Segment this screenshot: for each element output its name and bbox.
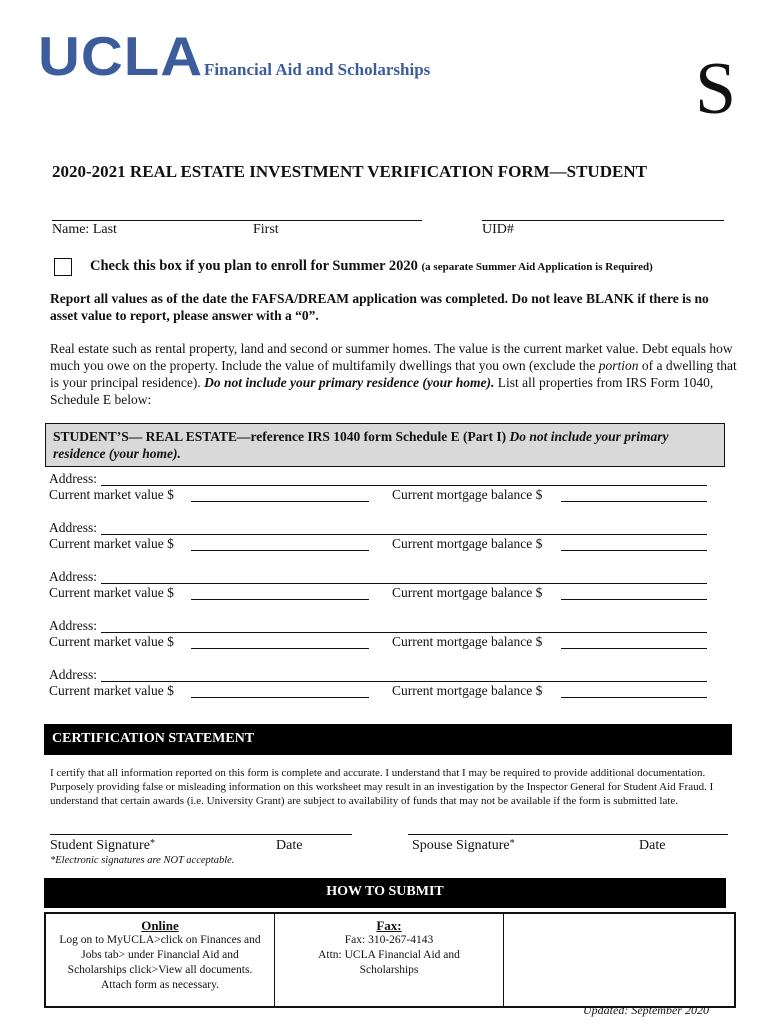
mortgage-label: Current mortgage balance $: [392, 487, 543, 502]
spouse-signature-asterisk: *: [509, 838, 515, 849]
name-line[interactable]: [52, 220, 422, 221]
first-name-label: First: [253, 222, 279, 237]
fax-attention: Attn: UCLA Financial Aid and Scholarships: [318, 949, 460, 976]
online-column: [54, 918, 266, 993]
ucla-logo: UCLA: [38, 25, 204, 88]
property-row: [49, 569, 719, 609]
student-date-label: Date: [276, 838, 303, 853]
spouse-signature-text: Spouse Signature: [412, 838, 510, 853]
address-label: Address:: [49, 520, 97, 535]
address-label: Address:: [49, 618, 97, 633]
online-instructions: Log on to MyUCLA>click on Finances and Jobs tab> under Financial Aid and Scholarships click>View all documents. Attach form as necessary.: [59, 934, 261, 991]
summer-note: (a separate Summer Aid Application is Required): [421, 261, 653, 273]
uid-label: UID#: [482, 222, 514, 237]
section-header-main: STUDENT’S— REAL ESTATE—reference IRS 1040 form Schedule E (Part I): [53, 429, 510, 444]
para-part3: of a dwelling that is your principal residence).: [50, 358, 737, 390]
mortgage-label: Current mortgage balance $: [392, 683, 543, 698]
para-part1: Real estate such as rental property, land and second or summer homes. The value is the current market value. Debt equals how much you owe on the property. Include the value of multifamily dwellings that you own (exclude the: [50, 341, 733, 373]
summer-checkbox[interactable]: [54, 258, 72, 276]
electronic-signature-note: *Electronic signatures are NOT acceptable.: [50, 855, 235, 866]
property-row: [49, 471, 719, 511]
address-label: Address:: [49, 667, 97, 682]
mortgage-line[interactable]: [561, 599, 707, 600]
mortgage-line[interactable]: [561, 501, 707, 502]
market-value-line[interactable]: [191, 501, 369, 502]
property-row: [49, 618, 719, 658]
fax-number: Fax: 310-267-4143: [344, 934, 434, 946]
market-value-line[interactable]: [191, 550, 369, 551]
section-header-text: [53, 428, 713, 462]
address-label: Address:: [49, 569, 97, 584]
department-subtitle: Financial Aid and Scholarships: [204, 60, 431, 79]
certification-text: I certify that all information reported on this form is complete and accurate. I understand that I may be required to provide additional documentation. Purposely providing false or misleading information on this worksheet may result in an investigation by the Inspector General for Student Aid Fraud. I understand that certain awards (i.e. University Grant) are subject to availability of funds that may not be available if the form is submitted late.: [50, 767, 714, 807]
student-signature-line[interactable]: [50, 834, 352, 835]
form-title: 2020-2021 REAL ESTATE INVESTMENT VERIFICATION FORM—STUDENT: [52, 162, 647, 181]
certification-heading-bar: [44, 724, 732, 755]
market-value-label: Current market value $: [49, 585, 174, 600]
mortgage-line[interactable]: [561, 697, 707, 698]
mortgage-label: Current mortgage balance $: [392, 536, 543, 551]
market-value-line[interactable]: [191, 648, 369, 649]
real-estate-paragraph: [50, 340, 740, 408]
student-signature-text: Student Signature: [50, 838, 150, 853]
how-to-submit-heading: HOW TO SUBMIT: [326, 884, 444, 899]
property-row: [49, 520, 719, 560]
spouse-signature-label: [412, 838, 515, 854]
mortgage-line[interactable]: [561, 648, 707, 649]
market-value-label: Current market value $: [49, 683, 174, 698]
market-value-line[interactable]: [191, 697, 369, 698]
submit-options-box: [44, 912, 736, 1008]
how-to-submit-bar: [44, 878, 726, 908]
spouse-signature-line[interactable]: [408, 834, 728, 835]
address-line[interactable]: [101, 681, 707, 682]
online-title: Online: [141, 918, 179, 933]
summer-label-text: Check this box if you plan to enroll for Summer 2020: [90, 258, 418, 274]
summer-label: [90, 258, 653, 275]
fax-column: [296, 918, 482, 978]
report-instruction: Report all values as of the date the FAFSA/DREAM application was completed. Do not leave BLANK if there is no asset value to report, please answer with a “0”.: [50, 291, 709, 323]
address-line[interactable]: [101, 485, 707, 486]
market-value-label: Current market value $: [49, 487, 174, 502]
section-header-italic: Do not include your primary residence (your home).: [53, 429, 669, 461]
address-line[interactable]: [101, 583, 707, 584]
para-part2: portion: [598, 358, 639, 373]
form-letter: S: [695, 48, 737, 130]
mortgage-line[interactable]: [561, 550, 707, 551]
spouse-date-label: Date: [639, 838, 666, 853]
address-line[interactable]: [101, 534, 707, 535]
student-signature-asterisk: *: [149, 838, 155, 849]
submit-divider-1: [274, 914, 275, 1006]
certification-heading: CERTIFICATION STATEMENT: [52, 731, 255, 746]
mortgage-label: Current mortgage balance $: [392, 634, 543, 649]
address-line[interactable]: [101, 632, 707, 633]
para-part5: List all properties from IRS Form 1040, Schedule E below:: [50, 375, 714, 407]
uid-line[interactable]: [482, 220, 724, 221]
student-signature-label: [50, 838, 155, 854]
updated-date: Updated: September 2020: [583, 1003, 709, 1017]
para-part4: Do not include your primary residence (your home).: [204, 375, 495, 390]
market-value-line[interactable]: [191, 599, 369, 600]
market-value-label: Current market value $: [49, 536, 174, 551]
property-row: [49, 667, 719, 707]
address-label: Address:: [49, 471, 97, 486]
fax-title: Fax:: [376, 918, 402, 933]
mortgage-label: Current mortgage balance $: [392, 585, 543, 600]
submit-divider-2: [503, 914, 504, 1006]
market-value-label: Current market value $: [49, 634, 174, 649]
last-name-label: Name: Last: [52, 222, 117, 237]
